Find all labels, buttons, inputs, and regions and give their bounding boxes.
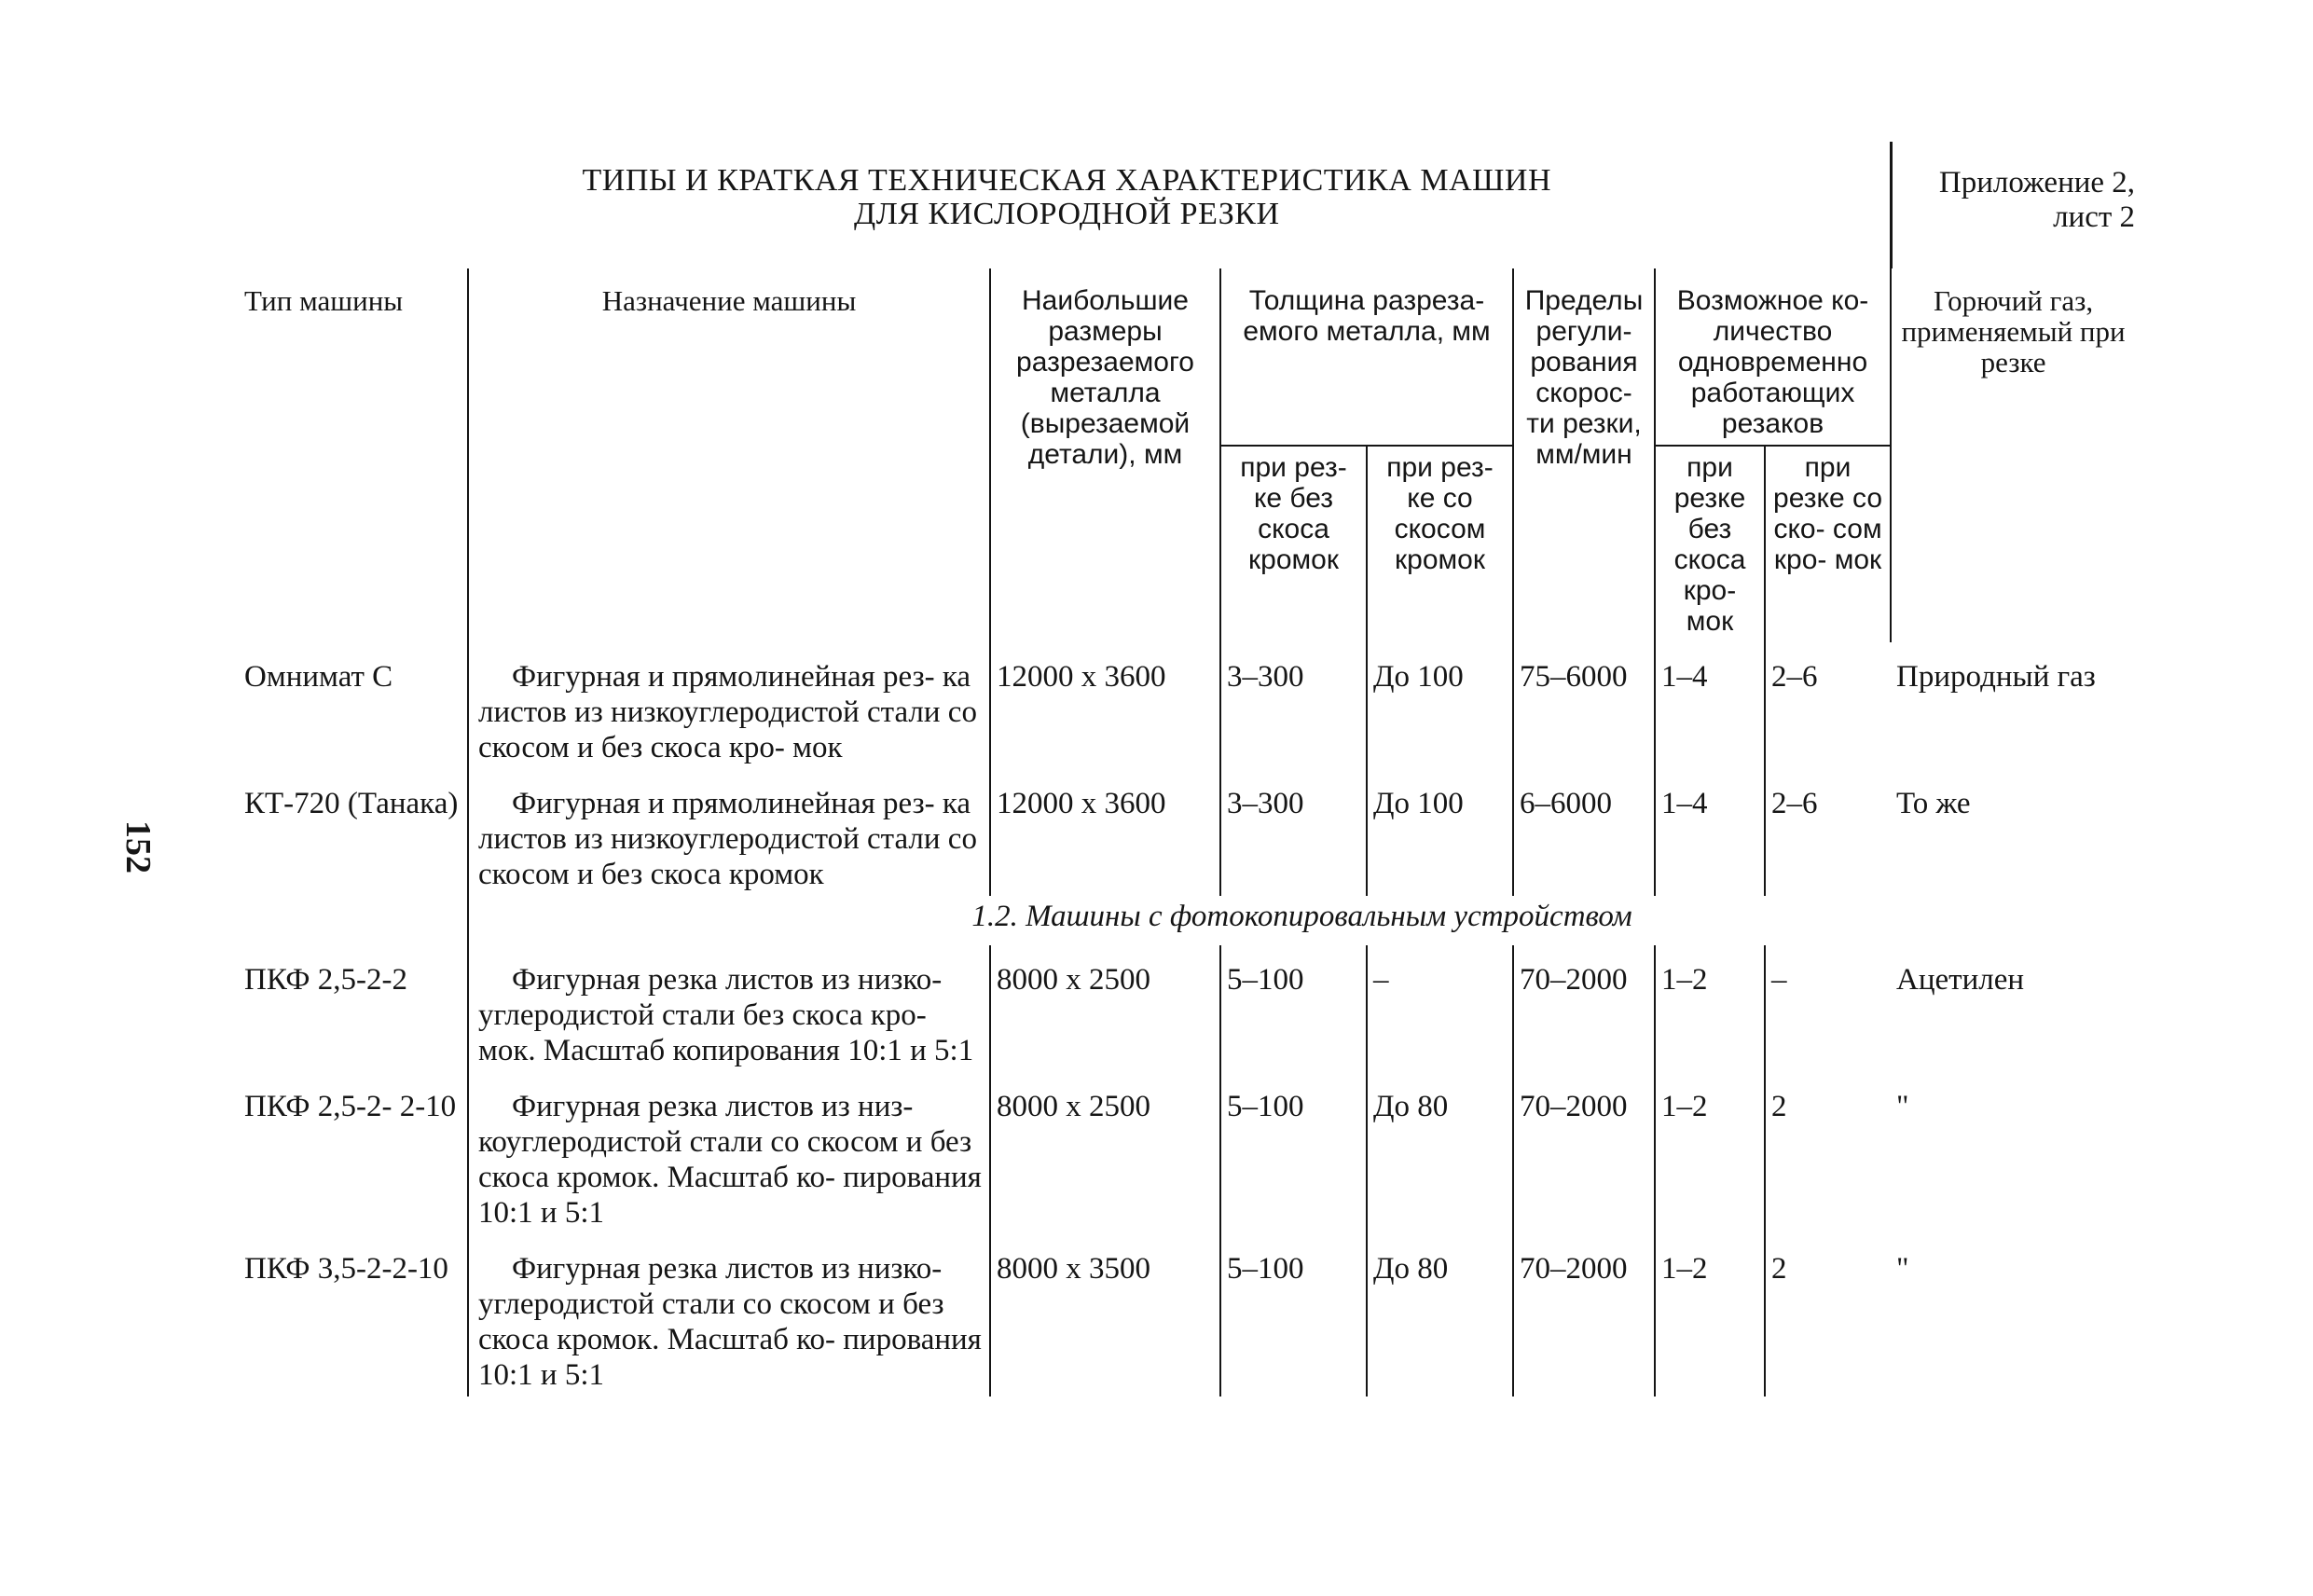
cutters-bevel: 2–6: [1765, 769, 1891, 896]
title-row: [244, 142, 2135, 268]
cutters-bevel: 2: [1765, 1234, 1891, 1396]
header-row-1: [244, 268, 2135, 446]
header-cutters: Возможное ко- личество одновременно работающих резаков: [1655, 268, 1891, 446]
table-row: [244, 1234, 2135, 1396]
thickness-bevel: –: [1367, 945, 1513, 1072]
fuel-gas: ": [1896, 1090, 1909, 1123]
machine-purpose: Фигурная резка листов из низко- углеродистой стали без скоса кро- мок. Масштаб копирования 10:1 и 5:1: [468, 945, 990, 1072]
machine-type: Омнимат С: [244, 660, 393, 694]
speed-range: 6–6000: [1513, 769, 1655, 896]
max-sizes: 8000 x 2500: [990, 945, 1220, 1072]
machine-purpose: Фигурная и прямолинейная рез- ка листов из низкоуглеродистой стали со скосом и без скоса кромок: [468, 769, 990, 896]
cutters-bevel: 2–6: [1765, 642, 1891, 769]
document-title: [244, 142, 1891, 268]
speed-range: 70–2000: [1513, 945, 1655, 1072]
max-sizes: 8000 x 2500: [990, 1072, 1220, 1234]
thickness-bevel: До 100: [1367, 642, 1513, 769]
machine-type: ПКФ 2,5-2-2: [244, 963, 407, 997]
cutters-no-bevel: 1–4: [1655, 769, 1765, 896]
max-sizes: 12000 x 3600: [990, 769, 1220, 896]
table-row: [244, 769, 2135, 896]
machines-group-1: [244, 642, 2135, 896]
header-thickness-no-bevel: при рез- ке без скоса кромок: [1220, 446, 1367, 642]
title-line-1: ТИПЫ И КРАТКАЯ ТЕХНИЧЕСКАЯ ХАРАКТЕРИСТИКА МАШИН: [582, 163, 1552, 198]
speed-range: 70–2000: [1513, 1072, 1655, 1234]
cutters-bevel: 2: [1765, 1072, 1891, 1234]
table-row: [244, 642, 2135, 769]
table-row: [244, 1072, 2135, 1234]
appendix-sheet-label: Приложение 2, лист 2: [1891, 142, 2135, 268]
machine-type: КТ-720 (Танака): [244, 787, 459, 820]
thickness-bevel: До 80: [1367, 1234, 1513, 1396]
cutters-no-bevel: 1–2: [1655, 945, 1765, 1072]
max-sizes: 8000 x 3500: [990, 1234, 1220, 1396]
speed-range: 75–6000: [1513, 642, 1655, 769]
header-sizes: Наибольшие размеры разрезаемого металла (вырезаемой детали), мм: [990, 268, 1220, 642]
page-number: 152: [118, 820, 158, 874]
machine-purpose: Фигурная и прямолинейная рез- ка листов из низкоуглеродистой стали со скосом и без скоса кро- мок: [468, 642, 990, 769]
fuel-gas: Ацетилен: [1896, 963, 2025, 997]
cutters-no-bevel: 1–2: [1655, 1234, 1765, 1396]
fuel-gas: То же: [1896, 787, 1971, 820]
cutters-no-bevel: 1–2: [1655, 1072, 1765, 1234]
table-row: [244, 945, 2135, 1072]
thickness-bevel: До 80: [1367, 1072, 1513, 1234]
speed-range: 70–2000: [1513, 1234, 1655, 1396]
max-sizes: 12000 x 3600: [990, 642, 1220, 769]
machines-table: [244, 142, 2135, 1396]
header-gas: Горючий газ, применяемый при резке: [1891, 268, 2135, 642]
section-row-group: [244, 896, 2135, 945]
machine-purpose: Фигурная резка листов из низ- коуглеродистой стали со скосом и без скоса кромок. Масштаб ко- пирования 10:1 и 5:1: [468, 1072, 990, 1234]
thickness-no-bevel: 3–300: [1220, 642, 1367, 769]
thickness-bevel: До 100: [1367, 769, 1513, 896]
fuel-gas: Природный газ: [1896, 660, 2096, 694]
title-line-2: ДЛЯ КИСЛОРОДНОЙ РЕЗКИ: [854, 197, 1280, 231]
cutters-no-bevel: 1–4: [1655, 642, 1765, 769]
header-cutters-no-bevel: при резке без скоса кро- мок: [1655, 446, 1765, 642]
header-thickness-bevel: при рез- ке со скосом кромок: [1367, 446, 1513, 642]
header-type: Тип машины: [244, 284, 404, 317]
fuel-gas: ": [1896, 1252, 1909, 1286]
machines-group-2: [244, 945, 2135, 1396]
cutters-bevel: –: [1765, 945, 1891, 1072]
machine-type: ПКФ 2,5-2- 2-10: [244, 1090, 457, 1123]
machine-type: ПКФ 3,5-2-2-10: [244, 1252, 448, 1286]
thickness-no-bevel: 5–100: [1220, 1234, 1367, 1396]
header-cutters-bevel: при резке со ско- сом кро- мок: [1765, 446, 1891, 642]
section-title: 1.2. Машины с фотокопировальным устройством: [468, 896, 2135, 945]
thickness-no-bevel: 5–100: [1220, 945, 1367, 1072]
machine-purpose: Фигурная резка листов из низко- углеродистой стали со скосом и без скоса кромок. Масштаб ко- пирования 10:1 и 5:1: [468, 1234, 990, 1396]
thickness-no-bevel: 3–300: [1220, 769, 1367, 896]
header-purpose: Назначение машины: [468, 268, 990, 642]
header-thickness: Толщина разреза- емого металла, мм: [1220, 268, 1513, 446]
thickness-no-bevel: 5–100: [1220, 1072, 1367, 1234]
header-speed: Пределы регули- рования скорос- ти резки, мм/мин: [1513, 268, 1655, 642]
section-row: [244, 896, 2135, 945]
